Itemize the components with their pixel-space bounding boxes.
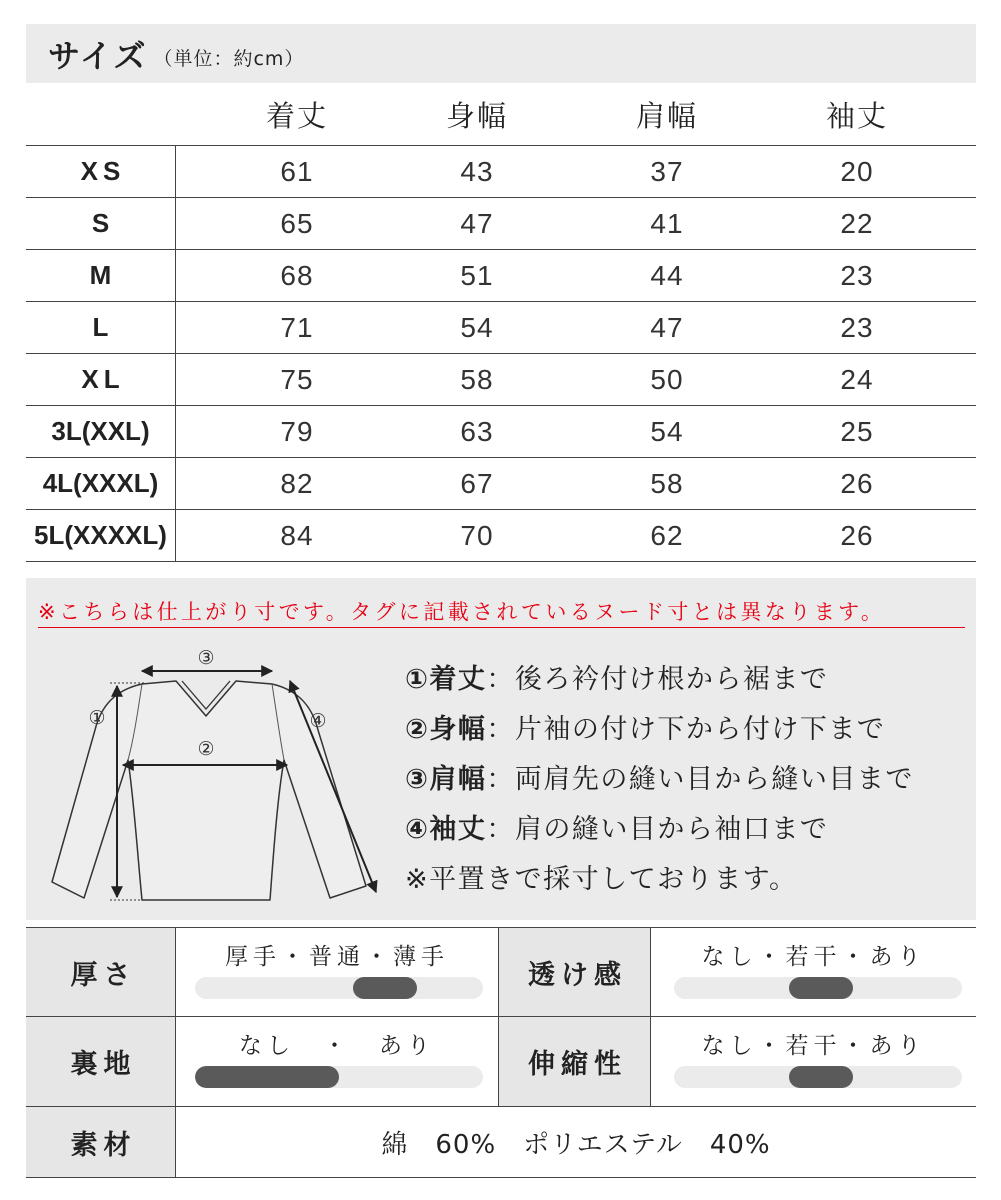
label-length: ① (88, 707, 106, 729)
table-row (26, 510, 976, 562)
table-cell: 70 (460, 519, 494, 551)
label-chest: ② (197, 738, 215, 760)
column-header-shoulder: 肩幅 (635, 98, 698, 133)
lining-slider-fill (195, 1066, 339, 1088)
thickness-scale (176, 928, 499, 1017)
stretch-label: 伸縮性 (499, 1017, 651, 1107)
legend-item (405, 755, 914, 805)
table-cell: 67 (460, 467, 494, 499)
table-cell: 58 (460, 363, 494, 395)
stretch-slider-track (674, 1066, 962, 1088)
table-row (26, 198, 976, 250)
table-row (26, 458, 976, 510)
legend-term: ③肩幅 (405, 764, 487, 795)
label-sleeve: ④ (309, 710, 327, 732)
stretch-scale-text: なし・若干・あり (701, 1033, 926, 1059)
material-value: 綿 60% ポリエステル 40% (381, 1129, 771, 1160)
transparency-label: 透け感 (499, 928, 651, 1017)
table-row (26, 146, 976, 198)
legend-desc: ：肩の縫い目から袖口まで (486, 814, 829, 845)
label-shoulder: ③ (197, 647, 215, 669)
table-cell: 51 (460, 259, 494, 291)
size-label: M (26, 250, 176, 301)
table-cell: 44 (650, 259, 684, 291)
table-row (26, 250, 976, 302)
warning-note: ※こちらは仕上がり寸です。タグに記載されているヌード寸とは異なります。 (38, 597, 965, 628)
transparency-slider-knob (789, 977, 853, 999)
legend-item (405, 655, 914, 705)
table-cell: 61 (280, 155, 314, 187)
table-cell: 79 (280, 415, 314, 447)
table-cell: 26 (840, 519, 874, 551)
size-label: XL (26, 354, 176, 405)
table-cell: 68 (280, 259, 314, 291)
legend-term: ②身幅 (405, 714, 487, 745)
legend-desc: ：片袖の付け下から付け下まで (486, 714, 886, 745)
table-cell: 37 (650, 155, 684, 187)
table-cell: 25 (840, 415, 874, 447)
table-cell: 63 (460, 415, 494, 447)
column-header-sleeve: 袖丈 (825, 98, 888, 133)
unit-label: （単位：約cm） (153, 48, 305, 70)
lining-label: 裏地 (26, 1017, 176, 1107)
page-title: サイズ (48, 36, 148, 75)
thickness-slider-knob (353, 977, 417, 999)
table-cell: 54 (460, 311, 494, 343)
column-header-length: 着丈 (265, 98, 328, 133)
legend-item (405, 805, 914, 855)
size-table (26, 83, 976, 562)
material-label: 素材 (26, 1107, 176, 1177)
transparency-scale-text: なし・若干・あり (701, 944, 926, 970)
table-cell: 75 (280, 363, 314, 395)
garment-diagram (40, 640, 390, 910)
thickness-slider-track (195, 977, 483, 999)
legend-note: ※平置きで採寸しております。 (405, 864, 798, 895)
table-cell: 47 (460, 207, 494, 239)
stretch-slider-knob (789, 1066, 853, 1088)
table-row (26, 406, 976, 458)
size-label: 3L(XXL) (26, 406, 176, 457)
measurement-legend (405, 655, 914, 905)
table-cell: 62 (650, 519, 684, 551)
size-header (26, 24, 976, 83)
legend-desc: ：両肩先の縫い目から縫い目まで (486, 764, 914, 795)
table-cell: 65 (280, 207, 314, 239)
size-label: 5L(XXXXL) (26, 510, 176, 561)
thickness-scale-text: 厚手・普通・薄手 (225, 944, 449, 970)
fabric-attributes-table (26, 927, 976, 1178)
table-cell: 26 (840, 467, 874, 499)
legend-term: ①着丈 (405, 664, 487, 695)
table-cell: 22 (840, 207, 874, 239)
table-row (26, 302, 976, 354)
column-header-chest: 身幅 (445, 98, 508, 133)
table-cell: 23 (840, 259, 874, 291)
legend-item (405, 705, 914, 755)
measurement-panel (26, 578, 976, 920)
table-cell: 84 (280, 519, 314, 551)
table-cell: 50 (650, 363, 684, 395)
size-label: S (26, 198, 176, 249)
size-table-header (26, 83, 976, 146)
lining-slider-track (195, 1066, 483, 1088)
legend-desc: ：後ろ衿付け根から裾まで (486, 664, 829, 695)
lining-scale-text: なし ・ あり (239, 1033, 435, 1059)
table-cell: 41 (650, 207, 684, 239)
legend-term: ④袖丈 (405, 814, 487, 845)
size-label: 4L(XXXL) (26, 458, 176, 509)
transparency-slider-track (674, 977, 962, 999)
lining-scale (176, 1017, 499, 1107)
table-cell: 20 (840, 155, 874, 187)
thickness-label: 厚さ (26, 928, 176, 1017)
table-cell: 43 (460, 155, 494, 187)
table-cell: 47 (650, 311, 684, 343)
table-cell: 54 (650, 415, 684, 447)
table-cell: 24 (840, 363, 874, 395)
table-cell: 58 (650, 467, 684, 499)
table-cell: 71 (280, 311, 314, 343)
table-cell: 23 (840, 311, 874, 343)
transparency-scale (651, 928, 976, 1017)
size-label: L (26, 302, 176, 353)
table-row (26, 354, 976, 406)
stretch-scale (651, 1017, 976, 1107)
table-cell: 82 (280, 467, 314, 499)
size-label: XS (26, 146, 176, 197)
